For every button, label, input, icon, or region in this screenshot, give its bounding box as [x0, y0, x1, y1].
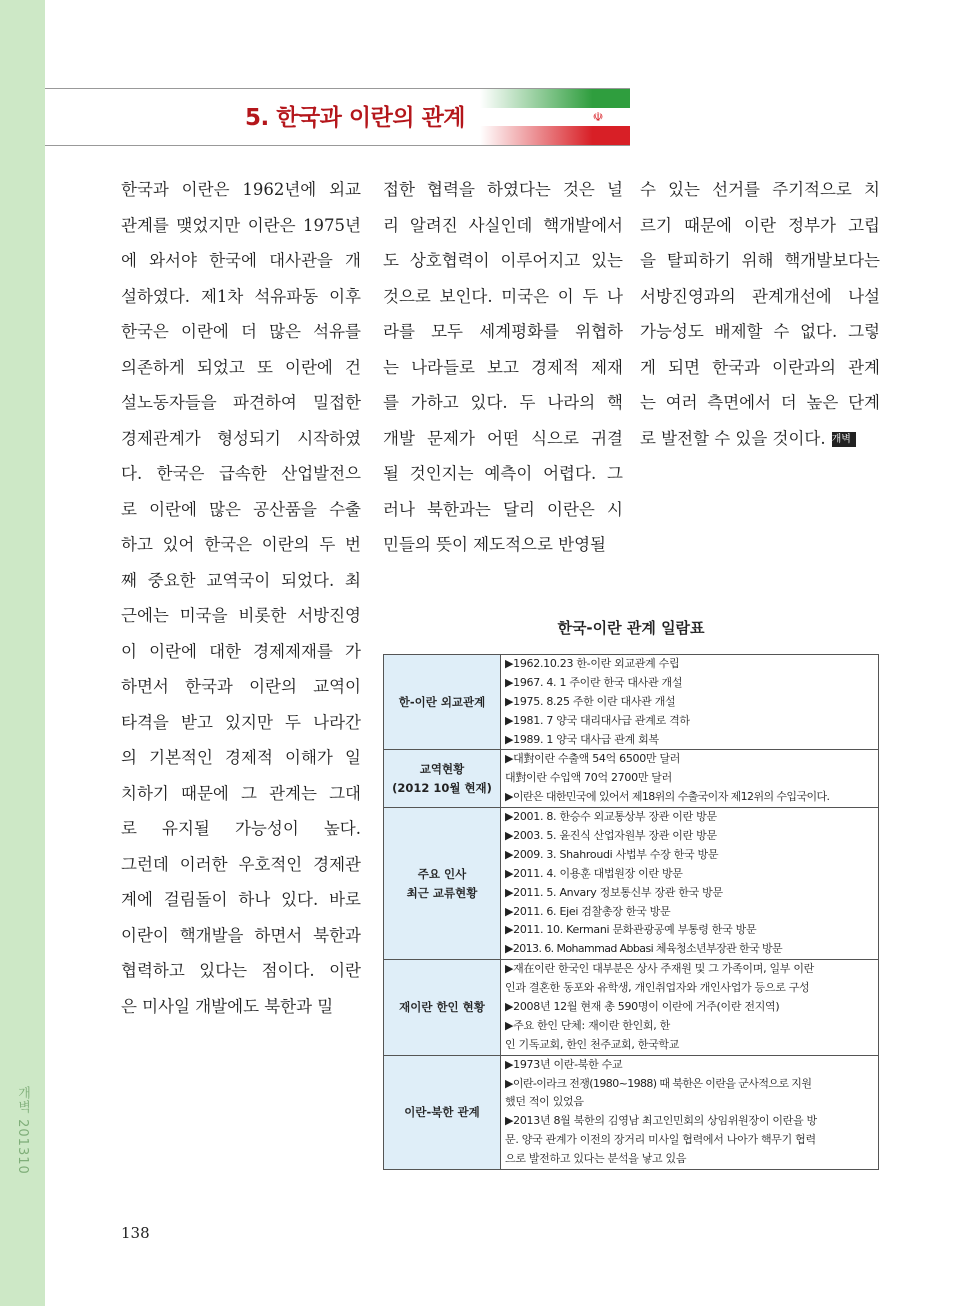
body-text-line: 게 되면 한국과 이란과의 관계 — [640, 357, 880, 377]
row-content — [501, 808, 879, 960]
body-text-line: 하면서 한국과 이란의 교역이 — [121, 677, 361, 696]
body-text-line: 그런데 이러한 우호적인 경제관 — [121, 854, 361, 874]
body-text-line: 설노동자들을 파견하여 밀접한 — [121, 393, 361, 412]
body-text-line: 로 발전할 수 있을 것이다. 개벽 — [640, 421, 880, 457]
table-cell-line: ▶이란은 대한민국에 있어서 제18위의 수출국이자 제12위의 수입국이다. — [505, 790, 830, 804]
body-text-line: 한국과 이란은 1962년에 외교 — [121, 180, 361, 199]
body-text-line: 에 와서야 한국에 대사관을 개 — [121, 251, 361, 270]
row-header-line: 이란-북한 관계 — [404, 1104, 480, 1119]
row-header — [384, 808, 501, 960]
body-text-line: 로 유지될 가능성이 높다. — [121, 819, 361, 838]
body-text-line: 리 알려진 사실인데 핵개발에서 — [383, 215, 623, 235]
table-cell-line: ▶2003. 5. 윤진식 산업자원부 장관 이란 방문 — [505, 829, 717, 843]
body-text-line: 은 미사일 개발에도 북한과 밀 — [121, 996, 334, 1016]
table-cell-line: ▶이란-이라크 전쟁(1980~1988) 때 북한은 이란을 군사적으로 지원 — [505, 1076, 812, 1090]
body-text-line: 를 가하고 있다. 두 나라의 핵 — [383, 393, 623, 412]
row-content — [501, 1055, 879, 1169]
body-text-line: 경제관계가 형성되기 시작하였 — [121, 428, 361, 448]
body-text-line: 이 이란에 대한 경제제재를 가 — [121, 641, 361, 661]
row-header-line: 재이란 한인 현황 — [399, 999, 485, 1014]
table-cell-line: 대對이란 수입액 70억 2700만 달러 — [505, 771, 672, 785]
table-cell-line: ▶2013. 6. Mohammad Abbasi 체육청소년부장관 한국 방문 — [505, 942, 783, 956]
body-text-line: 될 것인지는 예측이 어렵다. 그 — [383, 464, 623, 483]
body-text-line: 협력하고 있다는 점이다. 이란 — [121, 961, 361, 980]
body-text-line: 개발 문제가 어떤 식으로 귀결 — [383, 428, 623, 448]
table-row — [384, 960, 879, 1055]
table-cell-line: ▶대對이란 수출액 54억 6500만 달러 — [505, 752, 681, 766]
text-column-1 — [121, 172, 361, 1024]
side-label: 개벽 201310 — [15, 1086, 30, 1175]
relations-table — [383, 654, 879, 1170]
body-text-line: 하고 있어 한국은 이란의 두 번 — [121, 535, 361, 554]
body-text-line: 접한 협력을 하였다는 것은 널 — [383, 180, 623, 199]
article-title: 5. 한국과 이란의 관계 — [245, 105, 466, 131]
table-row — [384, 808, 879, 960]
body-text-line: 계에 걸림돌이 하나 있다. 바로 — [121, 890, 361, 909]
table-cell-line: 인 기독교회, 한인 천주교회, 한국학교 — [505, 1037, 680, 1051]
body-text-line: 근에는 미국을 비롯한 서방진영 — [121, 606, 361, 625]
body-text-line: 는 나라들로 보고 경제적 제재 — [383, 357, 623, 377]
text-column-2 — [383, 172, 623, 563]
body-text-line: 의존하게 되었고 또 이란에 건 — [121, 357, 361, 377]
title-rule-bottom — [45, 145, 630, 146]
table-cell-line: 인과 결혼한 동포와 유학생, 개인취업자와 개인사업가 등으로 구성 — [505, 981, 810, 995]
body-text-line: 러나 북한과는 달리 이란은 시 — [383, 499, 623, 519]
table-cell-line: ▶주요 한인 단체: 재이란 한인회, 한 — [505, 1018, 670, 1032]
row-header — [384, 655, 501, 750]
body-text-line: 는 여러 측면에서 더 높은 단계 — [640, 393, 880, 412]
row-header-line: 최근 교류현황 — [406, 885, 478, 900]
table-title: 한국-이란 관계 일람표 — [557, 619, 705, 637]
body-text-line: 가능성도 배제할 수 없다. 그렇 — [640, 322, 880, 341]
row-header-line: 주요 인사 — [417, 866, 467, 881]
table-row — [384, 750, 879, 808]
table-cell-line: ▶1981. 7 양국 대리대사급 관계로 격하 — [505, 713, 690, 727]
body-text-line: 이란이 핵개발을 하면서 북한과 — [121, 925, 361, 945]
table-cell-line: ▶1962.10.23 한-이란 외교관계 수립 — [505, 657, 680, 670]
table-cell-line: ▶2011. 10. Kermani 문화관광공예 부통령 한국 방문 — [505, 923, 757, 937]
table-cell-line: ▶2011. 5. Anvary 정보통신부 장관 한국 방문 — [505, 885, 723, 899]
body-text-line: 수 있는 선거를 주기적으로 치 — [640, 180, 880, 199]
table-cell-line: ▶2011. 6. Ejei 검찰총장 한국 방문 — [505, 904, 671, 918]
body-text-line: 관계를 맺었지만 이란은 1975년 — [121, 215, 361, 235]
table-cell-line: ▶1975. 8.25 주한 이란 대사관 개설 — [505, 694, 676, 708]
table-cell-line: ▶2013년 8월 북한의 김영남 최고인민회의 상임위원장이 이란을 방 — [505, 1114, 817, 1128]
body-text-line: 것으로 보인다. 미국은 이 두 나 — [383, 286, 623, 306]
row-header-line: 교역현황 — [419, 761, 465, 776]
table-cell-line: ▶1973년 이란-북한 수교 — [505, 1057, 623, 1071]
body-text-line: 을 탈피하기 위해 핵개발보다는 — [640, 251, 880, 270]
body-text-line: 민들의 뜻이 제도적으로 반영될 — [383, 535, 606, 554]
body-text-line: 한국은 이란에 더 많은 석유를 — [121, 322, 361, 341]
table-row — [384, 1055, 879, 1169]
body-text-line: 치하기 때문에 그 관계는 그대 — [121, 783, 361, 803]
text-column-3 — [640, 172, 880, 456]
table-cell-line: 했던 적이 있었음 — [505, 1095, 584, 1109]
body-text-line: 째 중요한 교역국이 되었다. 최 — [121, 570, 361, 590]
row-header — [384, 1055, 501, 1169]
body-text-line: 다. 한국은 급속한 산업발전으 — [121, 464, 361, 483]
table-cell-line: ▶1989. 1 양국 대사급 관계 회복 — [505, 732, 659, 746]
row-header — [384, 960, 501, 1055]
table-cell-line: ▶2009. 3. Shahroudi 사법부 수장 한국 방문 — [505, 847, 719, 861]
table-cell-line: 으로 발전하고 있다는 분석을 낳고 있음 — [505, 1152, 687, 1166]
table-cell-line: ▶재在이란 한국인 대부분은 상사 주재원 및 그 가족이며, 일부 이란 — [505, 962, 814, 976]
iran-emblem-icon: ☫ — [592, 110, 604, 124]
page-number: 138 — [121, 1224, 150, 1242]
body-text-line: 로 이란에 많은 공산품을 수출 — [121, 499, 361, 519]
iran-flag-image — [480, 89, 630, 145]
table-row — [384, 655, 879, 750]
table-cell-line: ▶2011. 4. 이용훈 대법원장 이란 방문 — [505, 866, 683, 880]
body-text-line: 라를 모두 세계평화를 위협하 — [383, 322, 623, 341]
body-text-line: 설하였다. 제1차 석유파동 이후 — [121, 286, 361, 306]
end-mark-icon: 개벽 — [832, 432, 856, 447]
table-cell-line: ▶2001. 8. 한승수 외교통상부 장관 이란 방문 — [505, 810, 717, 824]
row-content — [501, 655, 879, 750]
row-content — [501, 960, 879, 1055]
body-text-line: 서방진영과의 관계개선에 나설 — [640, 286, 880, 306]
row-header — [384, 750, 501, 808]
row-content — [501, 750, 879, 808]
body-text-line: 르기 때문에 이란 정부가 고립 — [640, 215, 880, 235]
row-header-line: 한-이란 외교관계 — [398, 694, 486, 709]
body-text-line: 타격을 받고 있지만 두 나라간 — [121, 712, 361, 732]
row-header-line: (2012 10월 현재) — [392, 780, 492, 795]
table-cell-line: ▶1967. 4. 1 주이란 한국 대사관 개설 — [505, 675, 683, 689]
table-cell-line: 문. 양국 관계가 이전의 장거리 미사일 협력에서 나아가 핵무기 협력 — [505, 1133, 816, 1147]
table-cell-line: ▶2008년 12월 현재 총 590명이 이란에 거주(이란 전지역) — [505, 1000, 780, 1014]
body-text-line: 도 상호협력이 이루어지고 있는 — [383, 251, 623, 270]
body-text-line: 의 기본적인 경제적 이해가 일 — [121, 748, 361, 767]
